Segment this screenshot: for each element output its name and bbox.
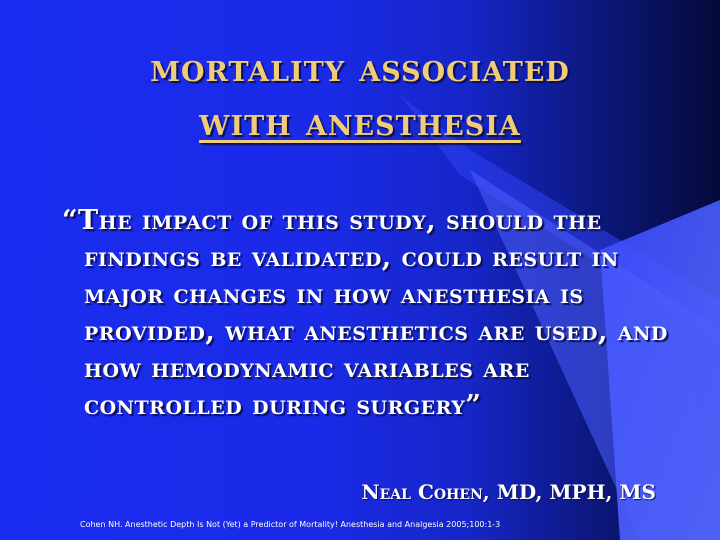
slide-title-line-1: mortality associated (150, 45, 570, 90)
slide-title-line-2 (0, 100, 720, 144)
quote-author: Neal Cohen, MD, MPH, MS (361, 480, 656, 504)
citation: Cohen NH. Anesthetic Depth Is Not (Yet) a Predictor of Mortality! Anesthesia and Analgesia 2005;100:1-3 (80, 520, 501, 529)
slide-title-underlined: with anesthesia (199, 99, 521, 144)
quote-text: “The impact of this study, should the findings be validated, could result in major changes in how anesthesia is provided, what anesthetics are used, and how hemodynamic variables are controlled during surgery” (62, 205, 668, 421)
